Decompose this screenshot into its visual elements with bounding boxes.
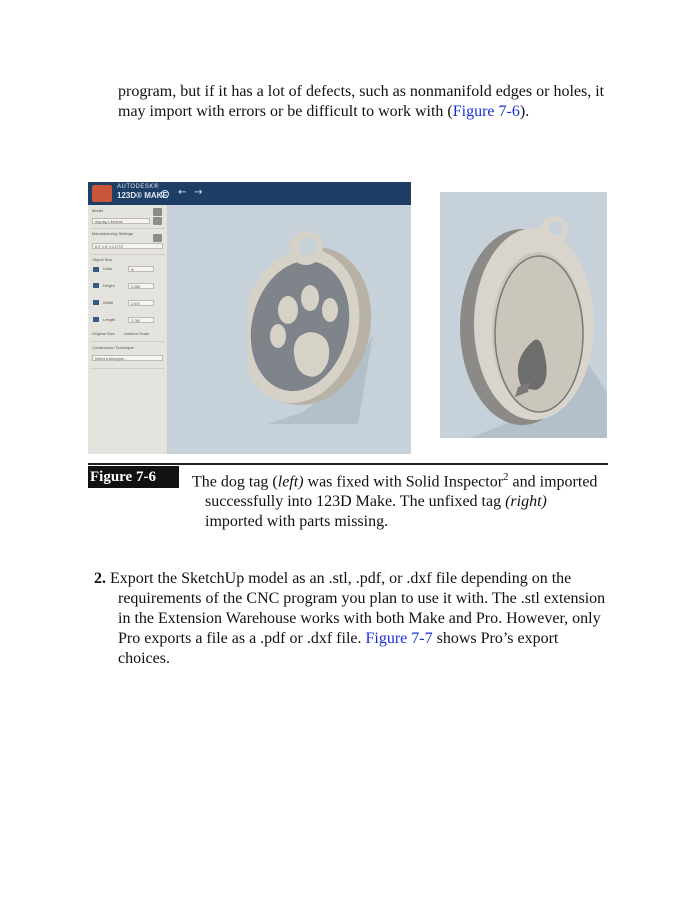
footnote-ref: 2 [503, 471, 509, 483]
redo-arrow-icon[interactable]: → [194, 187, 203, 198]
intro-text: program, but if it has a lot of defects, such as nonmanifold edges or holes, it may import with errors or be difficult to work with ( [118, 83, 605, 120]
object-size-label: Object Size [92, 257, 113, 262]
step-text-end: shows Pro’s export choices. [118, 630, 559, 667]
height-input[interactable]: 0.368 [128, 283, 154, 289]
brand-name: 123D® MAKE [117, 191, 168, 200]
unfixed-dog-tag-render [440, 192, 607, 438]
step-2-paragraph [94, 569, 608, 669]
units-label: Units [103, 266, 113, 271]
undo-arrow-icon[interactable]: ← [178, 187, 187, 198]
length-icon [93, 317, 99, 322]
caption-right: (right) [505, 493, 547, 511]
caption-left: left) [277, 473, 304, 491]
figure-7-6-link[interactable]: Figure 7-6 [452, 102, 520, 120]
figure-right-render [440, 192, 607, 438]
model-field[interactable]: dog tag 1 fixed.stl [92, 218, 150, 224]
panel-divider [90, 228, 165, 229]
menu-dot-icon[interactable] [161, 190, 169, 198]
figure-left-screenshot [88, 182, 411, 454]
mfg-dropdown[interactable]: 8.0" x 6" x 0.1772" [92, 243, 163, 249]
step-text: Export the SketchUp model as an .stl, .pdf, or .dxf file depending on the requirements of the CNC program you plan to use it with. The .stl extension in the Extension Warehouse works with both Make and Pro. However, only Pro exports a file as a .pdf or .dxf file. [106, 570, 606, 647]
app-header [88, 182, 411, 205]
caption-rule [88, 463, 608, 465]
caption-text: The dog tag ( [192, 473, 278, 491]
brand-top: AUTODESK® [117, 184, 159, 190]
height-icon [93, 283, 99, 288]
panel-divider [90, 254, 165, 255]
caption-text: was fixed with Solid Inspector [303, 473, 504, 491]
panel-divider [90, 368, 165, 369]
app-logo-icon [92, 185, 112, 202]
mfg-settings-button[interactable] [153, 234, 162, 242]
figure-caption [192, 467, 605, 532]
step-number: 2. [94, 570, 106, 587]
caption-text: imported with parts missing. [205, 513, 389, 531]
uniform-scale-radio[interactable]: Uniform Scale [124, 331, 150, 336]
units-dropdown[interactable]: in [128, 266, 154, 272]
caption-text: and imported successfully into 123D Make. The unfixed tag [205, 473, 598, 511]
intro-text-end: ). [519, 102, 530, 120]
figure-label: Figure 7-6 [88, 466, 179, 488]
width-icon [93, 300, 99, 305]
panel-divider [90, 341, 165, 342]
width-input[interactable]: 2.675 [128, 300, 154, 306]
model-settings-button[interactable] [153, 208, 162, 216]
settings-panel [88, 205, 168, 454]
height-label: Height [103, 283, 115, 288]
length-input[interactable]: 2.760 [128, 317, 154, 323]
technique-dropdown[interactable]: Select a technique... [92, 355, 163, 361]
model-refresh-button[interactable] [153, 217, 162, 225]
mfg-label: Manufacturing Settings [92, 231, 133, 236]
technique-label: Construction Technique [92, 345, 134, 350]
original-size-radio[interactable]: Original Size [92, 331, 115, 336]
figure-7-7-link[interactable]: Figure 7-7 [365, 630, 433, 647]
intro-paragraph [118, 82, 608, 121]
width-label: Width [103, 300, 114, 305]
fixed-dog-tag-render [248, 224, 398, 424]
model-label: Model [92, 208, 103, 213]
units-icon [93, 267, 99, 272]
length-label: Length [103, 317, 116, 322]
